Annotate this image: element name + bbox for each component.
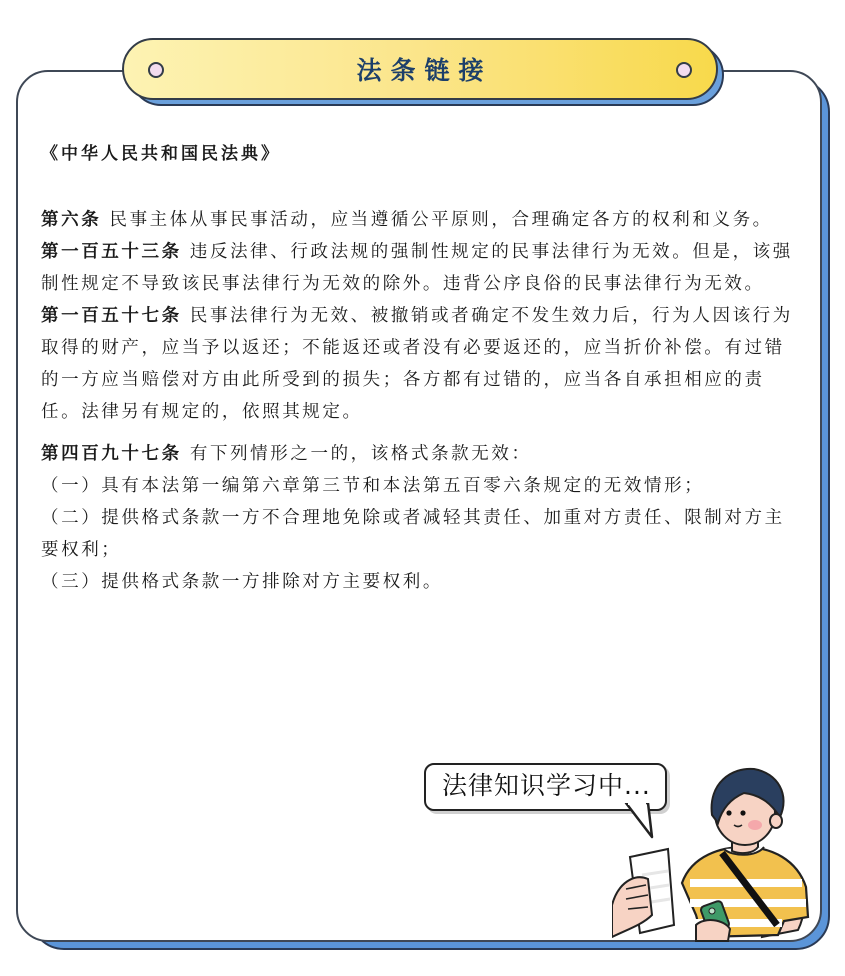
student-reading-illustration bbox=[612, 765, 817, 945]
law-content bbox=[41, 138, 801, 598]
article-497-item-1: （一）具有本法第一编第六章第三节和本法第五百零六条规定的无效情形； bbox=[41, 476, 705, 496]
article-text: 民事法律行为无效、被撤销或者确定不发生效力后，行为人因该行为取得的财产，应当予以返还；不能返还或者没有必要返还的，应当折价补偿。有过错的一方应当赔偿对方由此所受到的损失；各方都有过错的，应当各自承担相应的责任。法律另有规定的，依照其规定。 bbox=[41, 306, 793, 422]
article-label: 第六条 bbox=[41, 210, 102, 230]
article-153 bbox=[41, 236, 801, 300]
article-157 bbox=[41, 300, 801, 428]
speech-bubble-text: 法律知识学习中... bbox=[424, 763, 667, 811]
header-banner bbox=[122, 38, 718, 100]
article-6 bbox=[41, 204, 801, 236]
article-497-item-2: （二）提供格式条款一方不合理地免除或者减轻其责任、加重对方责任、限制对方主要权利； bbox=[41, 508, 785, 560]
banner-dot-left bbox=[148, 62, 164, 78]
article-497-item-3: （三）提供格式条款一方排除对方主要权利。 bbox=[41, 572, 443, 592]
article-text: 民事主体从事民事活动，应当遵循公平原则，合理确定各方的权利和义务。 bbox=[109, 210, 773, 230]
page-title: 法条链接 bbox=[356, 56, 493, 85]
article-497 bbox=[41, 438, 801, 470]
article-text: 违反法律、行政法规的强制性规定的民事法律行为无效。但是，该强制性规定不导致该民事法律行为无效的除外。违背公序良俗的民事法律行为无效。 bbox=[41, 242, 793, 294]
banner-dot-right bbox=[676, 62, 692, 78]
law-title: 《中华人民共和国民法典》 bbox=[41, 144, 281, 164]
article-label: 第四百九十七条 bbox=[41, 444, 182, 464]
article-label: 第一百五十三条 bbox=[41, 242, 182, 262]
article-text: 有下列情形之一的，该格式条款无效： bbox=[189, 444, 532, 464]
article-label: 第一百五十七条 bbox=[41, 306, 182, 326]
